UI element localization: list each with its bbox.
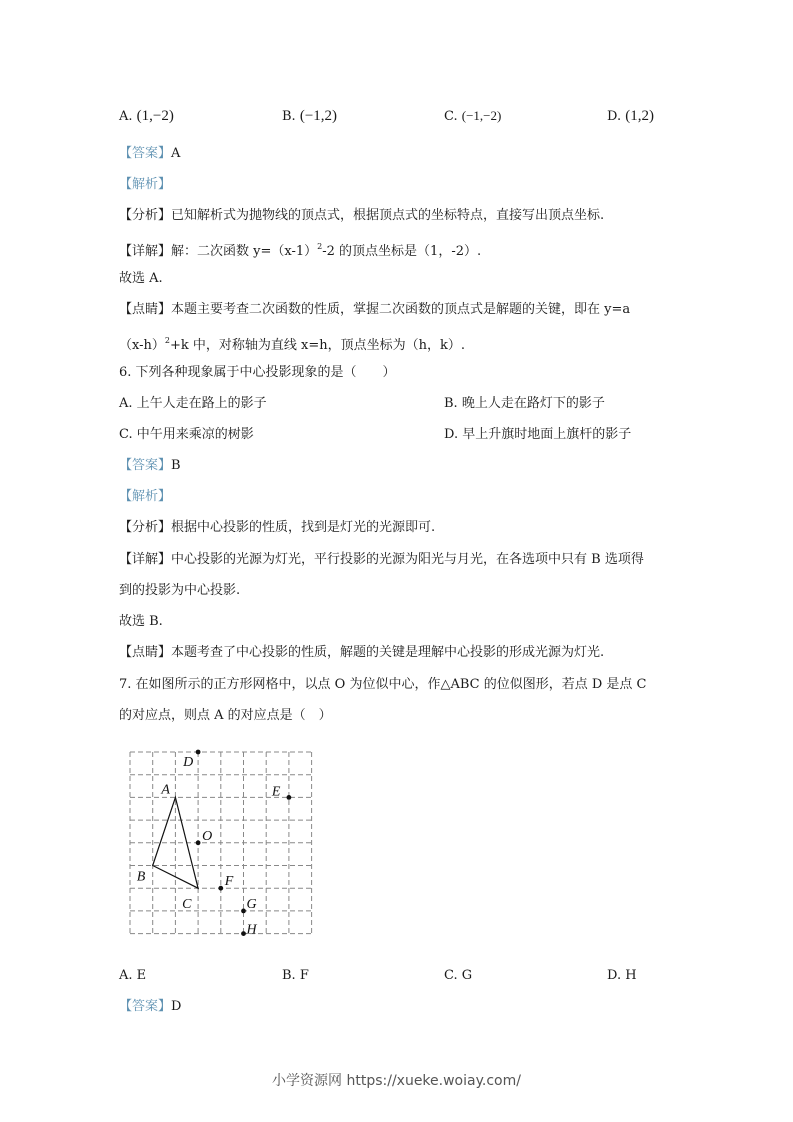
q7-option-b: B. F <box>282 968 309 983</box>
option-letter: B. <box>282 109 296 124</box>
point-g <box>241 909 246 914</box>
answer-tag: 【答案】 <box>119 146 172 161</box>
q5-dianjing <box>119 301 630 319</box>
q7-option-d: D. H <box>607 968 637 983</box>
fenxi-tag: 【分析】 <box>119 208 172 223</box>
q7-option-c: C. G <box>444 968 473 983</box>
label-o: O <box>202 828 213 844</box>
q6-xiangjie <box>119 551 644 569</box>
dianjing-tag: 【点睛】 <box>119 645 172 660</box>
answer-value: B <box>171 458 181 473</box>
q6-option-d: D. 早上升旗时地面上旗杆的影子 <box>444 427 632 442</box>
xiangjie-text: -2 的顶点坐标是（1，-2）. <box>322 244 482 259</box>
superscript: 2 <box>317 242 323 251</box>
superscript: 2 <box>164 336 170 345</box>
q6-option-a: A. 上午人走在路上的影子 <box>119 396 267 411</box>
point-e <box>287 795 292 800</box>
option-value: (1,−2) <box>136 108 174 124</box>
xiangjie-tag: 【详解】 <box>119 552 172 567</box>
option-value: (1,2) <box>625 108 654 124</box>
q6-answer <box>119 457 181 475</box>
option-letter: D. <box>607 109 622 124</box>
dianjing-tag: 【点睛】 <box>119 302 172 317</box>
q5-analysis-heading: 【解析】 <box>119 177 172 192</box>
q5-option-a <box>119 107 174 126</box>
q6-xiangjie-cont: 到的投影为中心投影. <box>119 583 241 598</box>
label-b: B <box>136 869 146 885</box>
option-value: (−1,−2) <box>461 108 502 123</box>
option-value: (−1,2) <box>299 108 338 124</box>
q5-option-b <box>282 107 337 126</box>
label-a: A <box>161 782 170 798</box>
q6-option-c: C. 中午用来乘凉的树影 <box>119 427 254 442</box>
label-d: D <box>183 755 194 770</box>
q7-option-a: A. E <box>119 968 147 983</box>
q6-analysis-heading: 【解析】 <box>119 489 172 504</box>
q5-guxuan: 故选 A. <box>119 271 163 286</box>
dianjing-text: +k 中，对称轴为直线 x=h，顶点坐标为（h，k）. <box>169 338 465 353</box>
point-h <box>241 931 246 936</box>
q6-option-b: B. 晚上人走在路灯下的影子 <box>444 396 605 411</box>
label-c: C <box>182 897 192 913</box>
q6-stem: 6. 下列各种现象属于中心投影现象的是（ ） <box>119 365 396 380</box>
dianjing-text: 本题考查了中心投影的性质，解题的关键是理解中心投影的形成光源为灯光. <box>171 645 605 660</box>
option-letter: C. <box>444 109 458 124</box>
answer-value: A <box>171 146 181 161</box>
q6-dianjing <box>119 644 604 662</box>
fenxi-text: 已知解析式为抛物线的顶点式，根据顶点式的坐标特点，直接写出顶点坐标. <box>171 208 605 223</box>
xiangjie-text: 解：二次函数 y=（x-1） <box>171 244 318 259</box>
q5-fenxi <box>119 207 604 225</box>
answer-value: D <box>171 999 182 1014</box>
fenxi-tag: 【分析】 <box>119 520 172 535</box>
q6-fenxi <box>119 519 435 537</box>
dianjing-text: 本题主要考查二次函数的性质，掌握二次函数的顶点式是解题的关键，即在 y=a <box>171 302 631 317</box>
q5-option-d <box>607 107 654 126</box>
q6-guxuan: 故选 B. <box>119 614 163 629</box>
label-e: E <box>271 784 281 800</box>
option-letter: A. <box>119 109 133 124</box>
grid-figure <box>125 745 325 945</box>
point-o <box>196 840 201 845</box>
footer-watermark: 小学资源网 https://xueke.woiay.com/ <box>272 1073 521 1089</box>
label-g: G <box>246 896 257 912</box>
answer-tag: 【答案】 <box>119 999 172 1014</box>
dianjing-text: （x-h） <box>119 338 165 353</box>
fenxi-text: 根据中心投影的性质，找到是灯光的光源即可. <box>171 520 436 535</box>
label-f: F <box>224 874 234 890</box>
answer-tag: 【答案】 <box>119 458 172 473</box>
xiangjie-text: 中心投影的光源为灯光，平行投影的光源为阳光与月光，在各选项中只有 B 选项得 <box>171 552 644 567</box>
q7-stem-cont: 的对应点，则点 A 的对应点是（ ） <box>119 708 332 723</box>
q5-answer <box>119 145 180 163</box>
q7-stem: 7. 在如图所示的正方形网格中，以点 O 为位似中心，作△ABC 的位似图形，若点 D 是点 C <box>119 677 647 692</box>
q5-xiangjie <box>119 238 481 261</box>
xiangjie-tag: 【详解】 <box>119 244 172 259</box>
q7-answer <box>119 998 181 1016</box>
q5-dianjing-cont <box>119 332 465 355</box>
point-d <box>196 750 201 755</box>
label-h: H <box>246 922 257 938</box>
square-grid-diagram <box>125 745 325 945</box>
point-f <box>218 886 223 891</box>
q5-option-c <box>444 107 501 126</box>
